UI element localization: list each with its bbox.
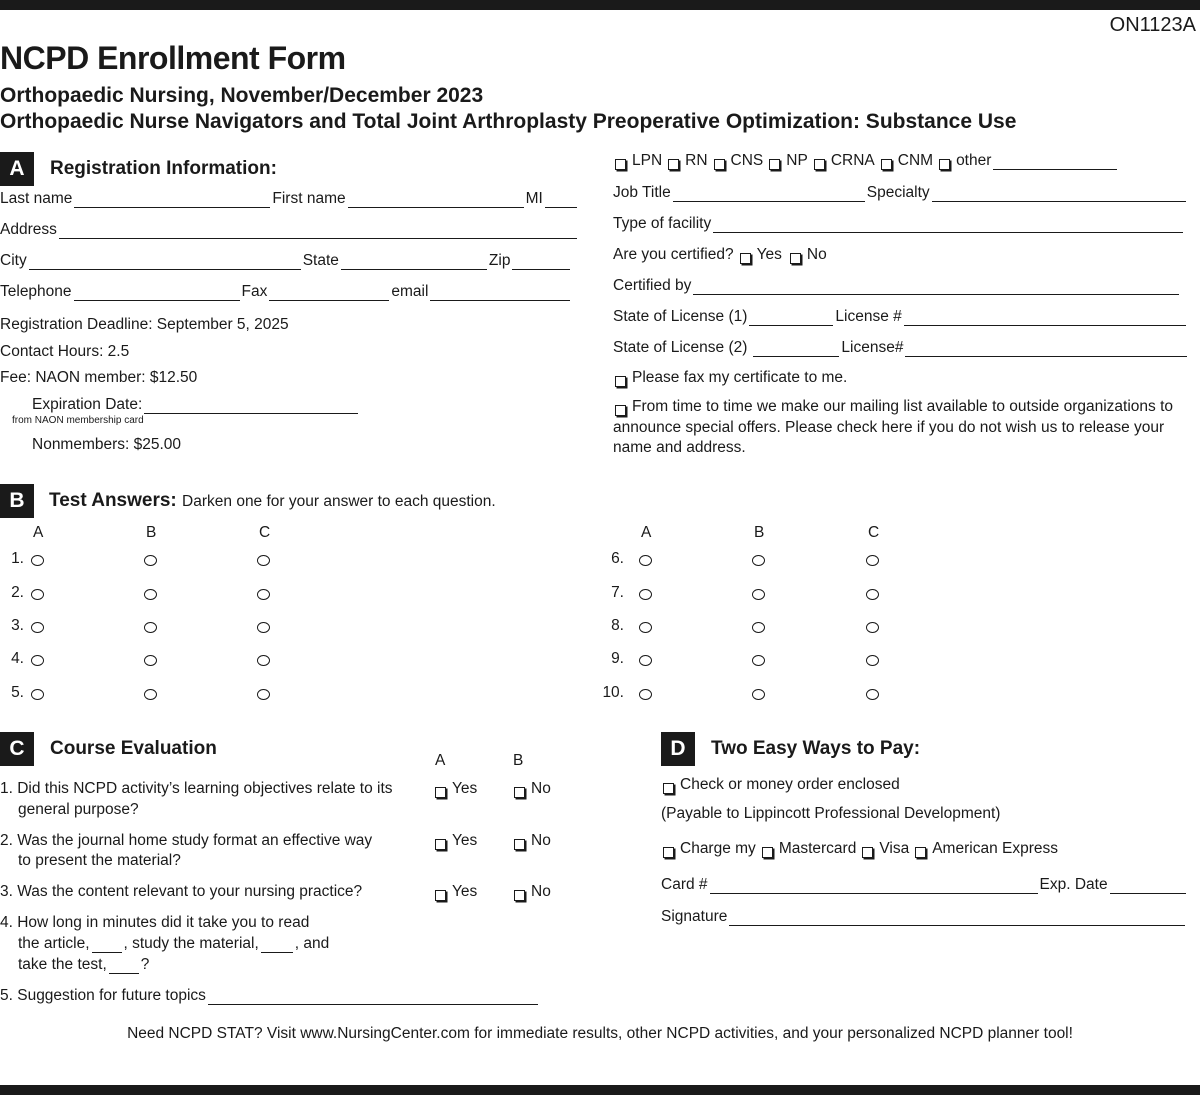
eval-q5-row <box>0 987 540 1005</box>
city-label: City <box>0 252 27 269</box>
answer-bubble[interactable] <box>144 555 157 566</box>
eval-q4-test-label: take the test, <box>18 956 107 973</box>
email-label: email <box>391 283 429 300</box>
answer-bubble[interactable] <box>31 655 44 666</box>
other-checkbox[interactable] <box>939 159 950 170</box>
expiration-note: from NAON membership card <box>12 415 144 426</box>
visa-checkbox[interactable] <box>862 847 873 858</box>
city-field[interactable] <box>29 255 301 270</box>
answer-bubble[interactable] <box>639 589 652 600</box>
question-number: 10. <box>602 684 624 701</box>
answer-bubble[interactable] <box>257 655 270 666</box>
signature-label: Signature <box>661 908 728 925</box>
expiration-row <box>32 396 360 414</box>
state-field[interactable] <box>341 255 487 270</box>
eval-q4-test-field[interactable] <box>109 959 139 974</box>
eval-q3-yes-label: Yes <box>452 883 478 900</box>
signature-row <box>661 908 1187 926</box>
address-row <box>0 221 579 239</box>
charge-checkbox[interactable] <box>663 847 674 858</box>
license2-row <box>613 339 1189 357</box>
job-row <box>613 184 1188 202</box>
form-code: ON1123A <box>1109 14 1196 36</box>
answer-bubble[interactable] <box>257 622 270 633</box>
card-number-field[interactable] <box>710 879 1038 894</box>
answer-bubble[interactable] <box>144 655 157 666</box>
certified-row <box>613 246 827 264</box>
first-name-label: First name <box>272 190 346 207</box>
answer-bubble[interactable] <box>752 589 765 600</box>
state-license1-field[interactable] <box>749 311 833 326</box>
answer-bubble[interactable] <box>866 622 879 633</box>
eval-q2-yes <box>433 832 477 850</box>
mailing-text-1: From time to time we make our mailing list available to outside organizations to <box>632 398 1174 415</box>
answer-column-header: A <box>33 524 44 541</box>
eval-q3: 3. Was the content relevant to your nursing practice? <box>0 883 363 900</box>
job-title-field[interactable] <box>673 187 865 202</box>
facility-row <box>613 215 1185 233</box>
address-label: Address <box>0 221 57 238</box>
eval-q4-line3 <box>18 956 149 974</box>
answer-bubble[interactable] <box>144 622 157 633</box>
fax-cert-checkbox[interactable] <box>615 376 626 387</box>
answer-column-header: C <box>259 524 271 541</box>
np-label: NP <box>786 152 808 169</box>
question-number: 1. <box>11 550 24 567</box>
question-number: 9. <box>611 650 624 667</box>
question-number: 5. <box>11 684 24 701</box>
license1-field[interactable] <box>904 311 1186 326</box>
eval-col-a: A <box>435 752 446 769</box>
exp-date-label: Exp. Date <box>1039 876 1108 893</box>
payable-note: (Payable to Lippincott Professional Development) <box>661 805 1001 822</box>
certified-question: Are you certified? <box>613 246 734 263</box>
eval-q1-yes <box>433 780 477 798</box>
answer-column-header: B <box>754 524 765 541</box>
cnm-checkbox[interactable] <box>881 159 892 170</box>
telephone-field[interactable] <box>74 286 240 301</box>
answer-bubble[interactable] <box>31 555 44 566</box>
top-border-bar <box>0 0 1200 10</box>
card-row <box>661 876 1188 894</box>
answer-bubble[interactable] <box>639 555 652 566</box>
specialty-label: Specialty <box>866 184 930 201</box>
question-number: 4. <box>11 650 24 667</box>
eval-q3-yes-checkbox[interactable] <box>435 890 446 901</box>
certified-yes-label: Yes <box>756 246 782 263</box>
eval-q3-yes <box>433 883 477 901</box>
article-subtitle: Orthopaedic Nurse Navigators and Total Joint Arthroplasty Preoperative Optimization: Substance Use <box>0 110 1017 133</box>
section-c-title: Course Evaluation <box>50 738 217 759</box>
crna-label: CRNA <box>830 152 875 169</box>
eval-q4-study-field[interactable] <box>261 938 293 953</box>
eval-q2-line1: 2. Was the journal home study format an effective way <box>0 832 373 849</box>
eval-q4-article-field[interactable] <box>92 938 122 953</box>
certified-by-row <box>613 277 1181 295</box>
facility-field[interactable] <box>713 218 1183 233</box>
section-d-badge: D <box>661 732 695 766</box>
specialty-field[interactable] <box>932 187 1186 202</box>
eval-q2-no-checkbox[interactable] <box>514 839 525 850</box>
credentials-row <box>613 152 1119 170</box>
eval-q3-no <box>512 883 551 901</box>
section-d-title: Two Easy Ways to Pay: <box>711 738 921 759</box>
crna-checkbox[interactable] <box>814 159 825 170</box>
form-title: NCPD Enrollment Form <box>0 40 346 76</box>
answer-bubble[interactable] <box>639 655 652 666</box>
mailing-row <box>613 398 1173 416</box>
state-license2-field[interactable] <box>753 342 839 357</box>
answer-bubble[interactable] <box>866 589 879 600</box>
footer-note: Need NCPD STAT? Visit www.NursingCenter.com for immediate results, other NCPD activities, and your personalized NCPD planner tool! <box>127 1025 1073 1042</box>
eval-q4-article-label: the article, <box>18 935 90 952</box>
registration-deadline: Registration Deadline: September 5, 2025 <box>0 316 289 333</box>
eval-q2-line2: to present the material? <box>18 852 181 869</box>
zip-label: Zip <box>488 252 511 269</box>
answer-bubble[interactable] <box>752 655 765 666</box>
other-label: other <box>956 152 992 169</box>
first-name-field[interactable] <box>348 193 524 208</box>
certified-by-label: Certified by <box>613 277 692 294</box>
member-fee: Fee: NAON member: $12.50 <box>0 369 198 386</box>
state-label: State <box>302 252 339 269</box>
mailing-optout-checkbox[interactable] <box>615 405 626 416</box>
charge-label: Charge my <box>680 840 756 857</box>
question-number: 8. <box>611 617 624 634</box>
job-title-label: Job Title <box>613 184 671 201</box>
section-a-title: Registration Information: <box>50 158 277 179</box>
other-field[interactable] <box>993 155 1117 170</box>
rn-checkbox[interactable] <box>668 159 679 170</box>
license2-label: License# <box>841 339 904 356</box>
zip-field[interactable] <box>512 255 570 270</box>
mastercard-label: Mastercard <box>778 840 857 857</box>
license2-field[interactable] <box>905 342 1187 357</box>
contact-hours: Contact Hours: 2.5 <box>0 343 130 360</box>
last-name-field[interactable] <box>74 193 270 208</box>
eval-q5-field[interactable] <box>208 990 538 1005</box>
bottom-border-bar <box>0 1085 1200 1095</box>
section-b-badge: B <box>0 484 34 518</box>
answer-bubble[interactable] <box>144 589 157 600</box>
answer-bubble[interactable] <box>752 689 765 700</box>
visa-label: Visa <box>879 840 910 857</box>
check-row <box>661 776 900 794</box>
eval-q4-line2 <box>18 935 329 953</box>
license1-row <box>613 308 1188 326</box>
answer-bubble[interactable] <box>257 689 270 700</box>
exp-date-field[interactable] <box>1110 879 1186 894</box>
amex-label: American Express <box>932 840 1058 857</box>
answer-bubble[interactable] <box>866 555 879 566</box>
cnm-label: CNM <box>897 152 934 169</box>
answer-bubble[interactable] <box>31 622 44 633</box>
answer-bubble[interactable] <box>31 689 44 700</box>
nonmember-fee: Nonmembers: $25.00 <box>32 436 182 453</box>
section-b-title: Test Answers: <box>49 490 177 511</box>
mi-field[interactable] <box>545 193 577 208</box>
license1-label: License # <box>835 308 902 325</box>
expiration-label: Expiration Date: <box>32 396 143 413</box>
section-c-badge: C <box>0 732 34 766</box>
answer-column-header: A <box>641 524 652 541</box>
eval-col-b: B <box>513 752 524 769</box>
eval-q1-yes-label: Yes <box>452 780 478 797</box>
eval-q1-no-checkbox[interactable] <box>514 787 525 798</box>
rn-label: RN <box>685 152 708 169</box>
signature-field[interactable] <box>729 911 1185 926</box>
answer-bubble[interactable] <box>866 689 879 700</box>
mi-label: MI <box>525 190 543 207</box>
facility-label: Type of facility <box>613 215 712 232</box>
certified-no-label: No <box>806 246 827 263</box>
section-b-heading <box>49 490 496 512</box>
check-checkbox[interactable] <box>663 783 674 794</box>
lpn-checkbox[interactable] <box>615 159 626 170</box>
eval-q2-yes-label: Yes <box>452 832 478 849</box>
certified-no-checkbox[interactable] <box>790 253 801 264</box>
eval-q2-no-label: No <box>531 832 551 849</box>
mailing-text-3: name and address. <box>613 439 746 456</box>
charge-row <box>661 840 1058 858</box>
answer-bubble[interactable] <box>639 689 652 700</box>
journal-subtitle: Orthopaedic Nursing, November/December 2023 <box>0 84 484 107</box>
name-row <box>0 190 579 208</box>
answer-bubble[interactable] <box>31 589 44 600</box>
answer-bubble[interactable] <box>257 555 270 566</box>
address-field[interactable] <box>59 224 577 239</box>
card-label: Card # <box>661 876 708 893</box>
eval-q4-study-label: , study the material, <box>123 935 259 952</box>
amex-checkbox[interactable] <box>915 847 926 858</box>
state-license2-label: State of License (2) <box>613 339 748 356</box>
eval-q1-line2: general purpose? <box>18 801 139 818</box>
answer-column-header: B <box>146 524 157 541</box>
question-number: 6. <box>611 550 624 567</box>
eval-q4-line1: 4. How long in minutes did it take you to read <box>0 914 310 931</box>
answer-bubble[interactable] <box>257 589 270 600</box>
fax-cert-label: Please fax my certificate to me. <box>632 369 848 386</box>
mailing-text-2: announce special offers. Please check here if you do not wish us to release your <box>613 419 1165 436</box>
expiration-field[interactable] <box>144 399 358 414</box>
contact-row <box>0 283 572 301</box>
fax-cert-row <box>613 369 847 387</box>
answer-bubble[interactable] <box>639 622 652 633</box>
lpn-label: LPN <box>632 152 663 169</box>
last-name-label: Last name <box>0 190 73 207</box>
section-a-badge: A <box>0 152 34 186</box>
answer-bubble[interactable] <box>752 555 765 566</box>
eval-q3-no-label: No <box>531 883 551 900</box>
city-row <box>0 252 572 270</box>
email-field[interactable] <box>430 286 570 301</box>
np-checkbox[interactable] <box>769 159 780 170</box>
eval-q4-end: ? <box>140 956 150 973</box>
eval-q5-label: 5. Suggestion for future topics <box>0 987 206 1004</box>
question-number: 3. <box>11 617 24 634</box>
telephone-label: Telephone <box>0 283 72 300</box>
mastercard-checkbox[interactable] <box>762 847 773 858</box>
question-number: 2. <box>11 584 24 601</box>
certified-by-field[interactable] <box>693 280 1179 295</box>
answer-bubble[interactable] <box>752 622 765 633</box>
eval-q4-and-label: , and <box>294 935 330 952</box>
answer-bubble[interactable] <box>866 655 879 666</box>
certified-yes-checkbox[interactable] <box>740 253 751 264</box>
check-label: Check or money order enclosed <box>680 776 900 793</box>
eval-q1-no-label: No <box>531 780 551 797</box>
answer-bubble[interactable] <box>144 689 157 700</box>
cns-checkbox[interactable] <box>714 159 725 170</box>
eval-q3-no-checkbox[interactable] <box>514 890 525 901</box>
cns-label: CNS <box>730 152 764 169</box>
fax-label: Fax <box>241 283 268 300</box>
eval-q1-yes-checkbox[interactable] <box>435 787 446 798</box>
state-license1-label: State of License (1) <box>613 308 748 325</box>
eval-q2-yes-checkbox[interactable] <box>435 839 446 850</box>
fax-field[interactable] <box>269 286 389 301</box>
eval-q2-no <box>512 832 551 850</box>
eval-q1-no <box>512 780 551 798</box>
eval-q1-line1: 1. Did this NCPD activity’s learning objectives relate to its <box>0 780 393 797</box>
question-number: 7. <box>611 584 624 601</box>
answer-column-header: C <box>868 524 880 541</box>
section-b-instruction: Darken one for your answer to each question. <box>182 493 496 510</box>
